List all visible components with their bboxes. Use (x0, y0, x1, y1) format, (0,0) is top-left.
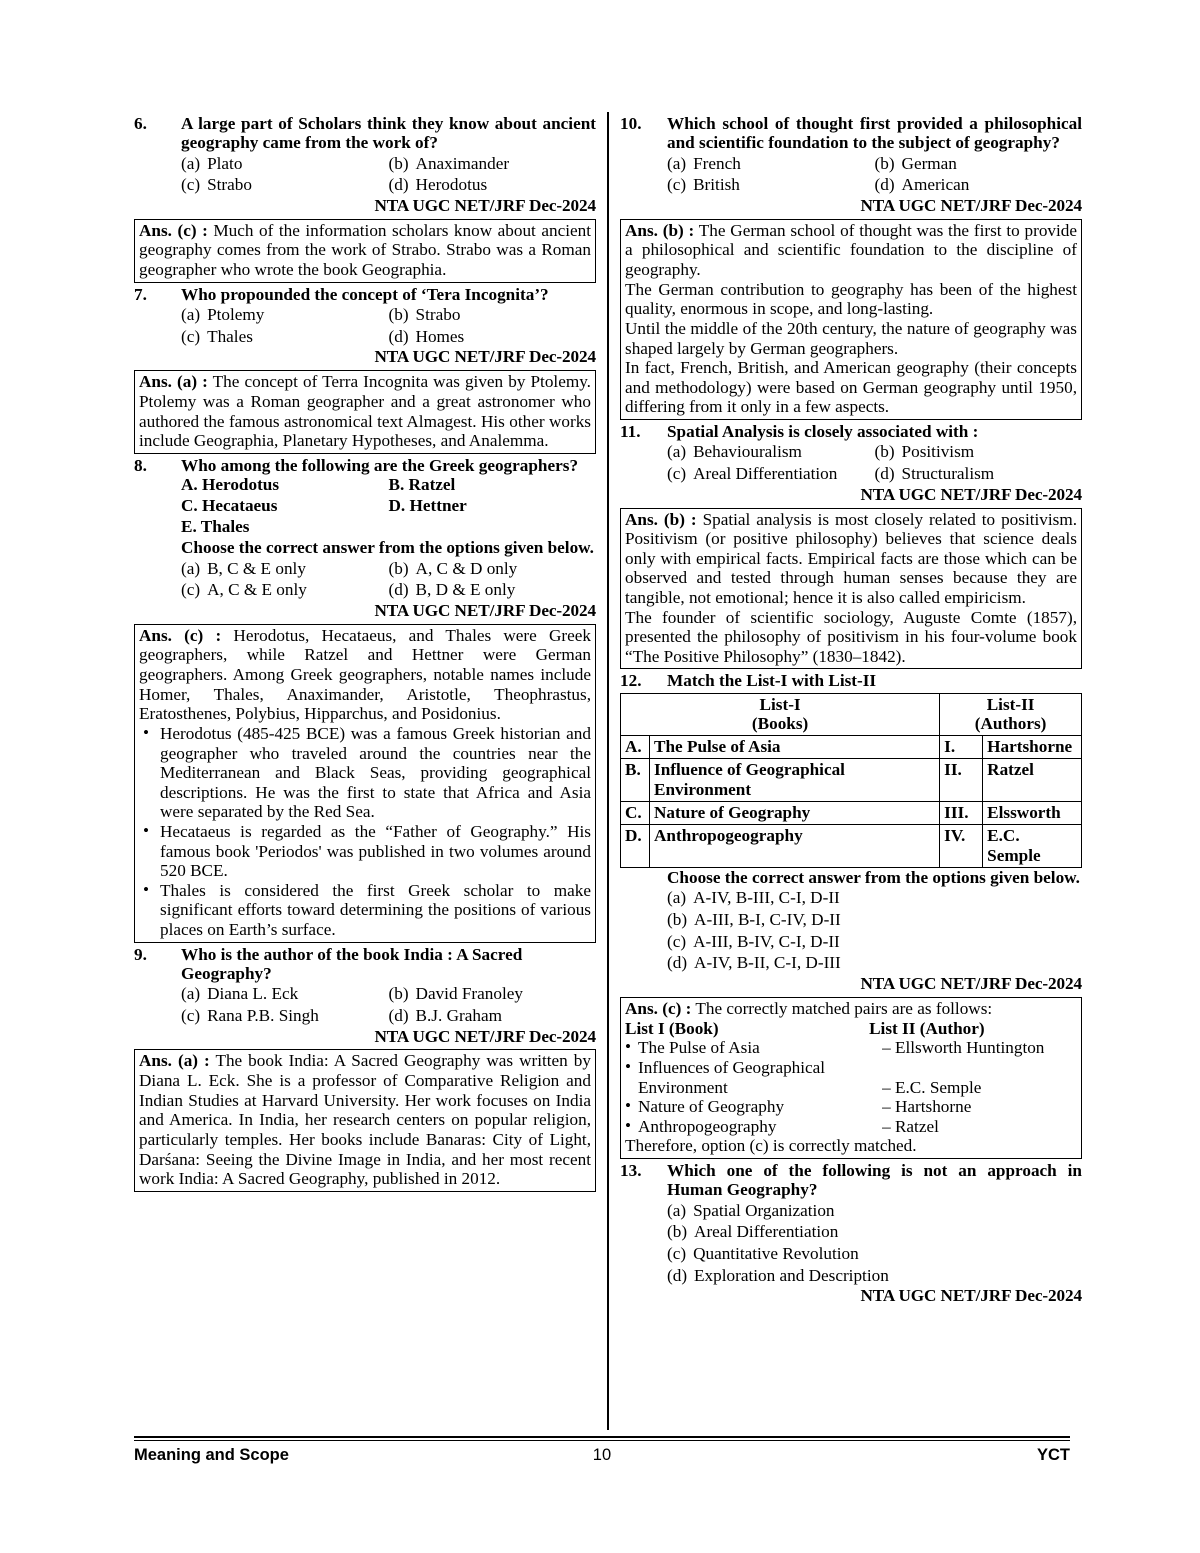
option-a[interactable] (181, 153, 389, 175)
answer-box-11 (620, 508, 1082, 670)
option-a-label: (a) (667, 1200, 687, 1220)
pair-list-header (625, 1019, 1077, 1039)
option-c-value: Strabo (207, 175, 252, 195)
option-b[interactable] (389, 983, 597, 1005)
option-a-value: Ptolemy (207, 304, 265, 324)
option-a-value: A-IV, B-III, C-I, D-II (693, 888, 840, 908)
pair-header-book: List I (Book) (625, 1018, 719, 1038)
page-footer (134, 1441, 1070, 1465)
question-7-options (181, 304, 596, 347)
option-d[interactable] (389, 1005, 597, 1027)
subitem-e: E. Thales (181, 516, 250, 536)
option-c-label: (c) (667, 463, 687, 483)
question-6 (134, 114, 596, 153)
option-c-value: A, C & E only (207, 580, 307, 600)
option-c-value: Areal Differentiation (693, 463, 838, 483)
question-11-options (667, 441, 1082, 484)
option-a-label: (a) (181, 153, 201, 173)
answer-box-10 (620, 219, 1082, 420)
question-12-source: NTA UGC NET/JRF Dec-2024 (860, 974, 1082, 994)
list-ii-subtitle: (Authors) (974, 713, 1047, 733)
answer-box-8 (134, 624, 596, 943)
option-b[interactable] (389, 558, 597, 580)
option-b-value: Strabo (415, 304, 461, 324)
row-book: The Pulse of Asia (650, 736, 940, 759)
list-ii-header (940, 693, 1082, 736)
match-table (620, 693, 1082, 868)
option-a-value: B, C & E only (207, 558, 306, 578)
option-d-value: Structuralism (901, 463, 995, 483)
option-b-label: (b) (388, 558, 409, 578)
question-12-options (667, 887, 1082, 974)
option-a-label: (a) (181, 984, 201, 1004)
pair-author-empty (882, 1058, 1077, 1078)
row-author: E.C. Semple (983, 825, 1082, 868)
question-8-text: Who among the following are the Greek geographers? (181, 455, 579, 475)
pair-author: – Ellsworth Huntington (882, 1038, 1045, 1058)
footer-chapter-title: Meaning and Scope (134, 1446, 289, 1464)
pair-author: – Ratzel (882, 1116, 939, 1136)
question-7 (134, 285, 596, 304)
row-key-left: D. (621, 825, 650, 868)
question-8-instruction: Choose the correct answer from the options given below. (181, 537, 594, 557)
pair-row (625, 1038, 1077, 1058)
question-8 (134, 456, 596, 475)
option-b-value: David Franoley (415, 984, 523, 1004)
row-key-right: II. (940, 759, 983, 802)
option-c[interactable] (667, 174, 875, 196)
answer-box-12 (620, 997, 1082, 1159)
question-11-source: NTA UGC NET/JRF Dec-2024 (860, 484, 1082, 504)
pair-author: – E.C. Semple (882, 1077, 982, 1097)
answer-9-text: The book India: A Sacred Geography was written by Diana L. Eck. She is a professor of Comparative Religion and Indian Studies at Harvard University. Her work focuses on India and America. In India, her research centers on popular religion, particularly temples. Her books include Banaras: City of Light, Darśana: Seeing the Divine Image in India, and her most recent work India: A Sacred Geography, published in 2012. (139, 1051, 591, 1189)
subitem-b: B. Ratzel (388, 474, 456, 494)
option-a-label: (a) (667, 888, 687, 908)
question-6-number: 6. (134, 114, 147, 133)
option-d-label: (d) (388, 580, 409, 600)
question-10 (620, 114, 1082, 153)
option-d-label: (d) (388, 326, 409, 346)
row-key-left: C. (621, 802, 650, 825)
answer-12-intro (625, 999, 1077, 1019)
question-8-options (181, 558, 596, 601)
option-b-label: (b) (388, 153, 409, 173)
list-i-title: List-I (759, 694, 801, 714)
option-b-value: Positivism (901, 442, 975, 462)
answer-12-label: Ans. (c) : (625, 999, 692, 1019)
option-a-label: (a) (181, 558, 201, 578)
option-b-label: (b) (874, 442, 895, 462)
question-7-number: 7. (134, 284, 147, 304)
option-a[interactable] (667, 887, 1082, 909)
answer-8-paragraph (139, 626, 591, 724)
question-12-text: Match the List-I with List-II (667, 671, 877, 691)
pair-book: • Anthropogeography (625, 1117, 882, 1137)
answer-box-7 (134, 370, 596, 453)
answer-7-paragraph (139, 372, 591, 450)
question-7-source: NTA UGC NET/JRF Dec-2024 (374, 347, 596, 367)
question-12 (620, 671, 1082, 690)
subitem-d: D. Hettner (388, 495, 467, 515)
option-d[interactable] (667, 952, 1082, 974)
option-a[interactable] (667, 153, 875, 175)
option-b[interactable] (389, 304, 597, 326)
answer-10-paragraph (625, 221, 1077, 280)
option-d-label: (d) (874, 175, 895, 195)
option-d-value: Herodotus (415, 175, 488, 195)
option-d[interactable] (389, 579, 597, 601)
option-a-label: (a) (667, 153, 687, 173)
row-book: Influence of Geographical Environment (650, 759, 940, 802)
option-b-label: (b) (388, 984, 409, 1004)
row-author: Hartshorne (983, 736, 1082, 759)
question-9-options (181, 983, 596, 1026)
answer-9-paragraph (139, 1051, 591, 1188)
option-c-value: Thales (207, 326, 253, 346)
option-b-value: A, C & D only (415, 558, 518, 578)
question-13 (620, 1161, 1082, 1200)
option-c-value: Quantitative Revolution (693, 1243, 859, 1263)
option-b[interactable] (875, 153, 1083, 175)
list-ii-title: List-II (986, 694, 1035, 714)
option-a[interactable] (181, 983, 389, 1005)
option-b-label: (b) (874, 153, 895, 173)
option-c-label: (c) (181, 1005, 201, 1025)
option-c-value: Rana P.B. Singh (207, 1005, 319, 1025)
question-13-number: 13. (620, 1160, 642, 1180)
subitem-a: A. Herodotus (181, 474, 280, 494)
option-a-value: Behaviouralism (693, 442, 802, 462)
two-column-layout (134, 112, 1082, 1430)
option-a[interactable] (181, 304, 389, 326)
question-9-text: Who is the author of the book India : A Sacred Geography? (181, 944, 523, 983)
option-c[interactable] (181, 579, 389, 601)
option-c-value: British (693, 175, 740, 195)
list-i-subtitle: (Books) (751, 713, 809, 733)
table-row (621, 825, 1082, 868)
question-10-number: 10. (620, 114, 642, 133)
pair-book: • Influences of Geographical (625, 1058, 882, 1078)
answer-6-paragraph (139, 221, 591, 280)
option-a[interactable] (667, 441, 875, 463)
option-b-value: Areal Differentiation (694, 1222, 839, 1242)
answer-8-text: Herodotus, Hecataeus, and Thales were Greek geographers, while Ratzel and Hettner were German geographers. Among Greek geographers, notable names include Homer, Thales, Anaximander, Aristotle, Theophrastus, Eratosthenes, Polybius, Hipparchus, and Posidonius. (139, 625, 591, 724)
question-8-subitems (181, 475, 596, 538)
option-c[interactable] (667, 463, 875, 485)
option-d-label: (d) (388, 175, 409, 195)
pair-book: • The Pulse of Asia (625, 1038, 882, 1058)
list-i-header (621, 693, 940, 736)
column-divider (602, 112, 614, 1430)
answer-12-conclusion: Therefore, option (c) is correctly matched. (625, 1136, 917, 1156)
option-d[interactable] (875, 174, 1083, 196)
option-b-value: German (901, 153, 957, 173)
option-c-label: (c) (667, 931, 687, 951)
answer-8-bullet-list (139, 724, 591, 940)
question-6-text: A large part of Scholars think they know about ancient geography came from the work of? (181, 114, 596, 153)
answer-11-label: Ans. (b) : (625, 509, 697, 529)
row-key-right: III. (940, 802, 983, 825)
option-b-label: (b) (388, 304, 409, 324)
footer-publisher: YCT (1037, 1446, 1070, 1464)
question-13-source: NTA UGC NET/JRF Dec-2024 (860, 1286, 1082, 1306)
row-key-left: B. (621, 759, 650, 802)
option-a-value: French (693, 153, 741, 173)
option-b-label: (b) (667, 910, 688, 930)
answer-10-label: Ans. (b) : (625, 220, 695, 240)
option-b-label: (b) (667, 1222, 688, 1242)
question-8-number: 8. (134, 455, 147, 475)
option-c[interactable] (181, 326, 389, 348)
row-author: Elssworth (983, 802, 1082, 825)
option-a[interactable] (181, 558, 389, 580)
answer-7-label: Ans. (a) : (139, 372, 208, 392)
option-d-value: Exploration and Description (694, 1265, 889, 1285)
option-d-label: (d) (874, 463, 895, 483)
option-d-label: (d) (667, 1265, 688, 1285)
question-10-source: NTA UGC NET/JRF Dec-2024 (860, 195, 1082, 215)
answer-box-9 (134, 1049, 596, 1191)
pair-row (625, 1097, 1077, 1117)
question-13-text: Which one of the following is not an approach in Human Geography? (667, 1160, 1082, 1200)
left-column (134, 112, 602, 1193)
question-10-text: Which school of thought first provided a philosophical and scientific foundation to the subject of geography? (667, 114, 1082, 153)
option-d-value: American (901, 175, 970, 195)
option-d[interactable] (389, 326, 597, 348)
answer-10-paragraph: In fact, French, British, and American geography (their concepts and methodology) were based on German geography until 1950, differing from it only in a few aspects. (625, 358, 1077, 417)
option-b[interactable] (389, 153, 597, 175)
pair-row (625, 1117, 1077, 1137)
answer-12-intro-text: The correctly matched pairs are as follows: (691, 999, 993, 1019)
table-row (621, 736, 1082, 759)
pair-row (625, 1058, 1077, 1078)
option-d-value: Homes (415, 326, 465, 346)
option-a[interactable] (667, 1200, 1082, 1222)
answer-10-paragraph: Until the middle of the 20th century, the nature of geography was shaped largely by German geographers. (625, 318, 1077, 358)
option-b[interactable] (667, 909, 1082, 931)
answer-10-text: The German school of thought was the first to provide a philosophical and scientific foundation to the discipline of geography. (625, 220, 1077, 280)
table-header-row (621, 693, 1082, 736)
option-a-label: (a) (181, 304, 201, 324)
question-7-text: Who propounded the concept of ‘Tera Incognita’? (181, 284, 549, 304)
question-12-instruction: Choose the correct answer from the options given below. (667, 867, 1080, 887)
table-row (621, 802, 1082, 825)
option-b[interactable] (875, 441, 1083, 463)
table-row (621, 759, 1082, 802)
option-c[interactable] (667, 931, 1082, 953)
pair-author: – Hartshorne (882, 1097, 972, 1117)
pair-header-author: List II (Author) (869, 1018, 985, 1038)
option-d-label: (d) (667, 953, 688, 973)
row-key-right: IV. (940, 825, 983, 868)
option-d-value: A-IV, B-II, C-I, D-III (694, 953, 841, 973)
option-b[interactable] (667, 1221, 1082, 1243)
option-d[interactable] (875, 463, 1083, 485)
pair-book-continued: Environment (638, 1077, 728, 1097)
row-book: Anthropogeography (650, 825, 940, 868)
answer-9-label: Ans. (a) : (139, 1051, 210, 1071)
question-11 (620, 422, 1082, 441)
option-a-label: (a) (667, 442, 687, 462)
option-d-value: B.J. Graham (415, 1005, 502, 1025)
option-d-label: (d) (388, 1005, 409, 1025)
option-c-label: (c) (667, 175, 687, 195)
answer-8-bullet: • Hecataeus is regarded as the “Father of Geography.” His famous book 'Periodos' was published in two volumes around 520 BCE. (139, 822, 591, 881)
pair-row-continuation (625, 1078, 1077, 1098)
answer-8-bullet: • Herodotus (485-425 BCE) was a famous Greek historian and geographer who traveled around the countries near the Mediterranean and Black Seas, providing geographical descriptions. He was the first to state that Africa and Asia were separated by the Red Sea. (139, 724, 591, 822)
answer-box-6 (134, 219, 596, 283)
question-9-number: 9. (134, 944, 147, 964)
option-c-label: (c) (667, 1243, 687, 1263)
option-c-label: (c) (181, 326, 201, 346)
answer-10-paragraph: The German contribution to geography has been of the highest quality, enormous in scope, and long-lasting. (625, 279, 1077, 319)
option-a-value: Spatial Organization (693, 1200, 835, 1220)
option-c-label: (c) (181, 580, 201, 600)
answer-6-text: Much of the information scholars know about ancient geography comes from the work of Strabo. Strabo was a Roman geographer who wrote the book Geographia. (139, 220, 591, 280)
option-b-value: A-III, B-I, C-IV, D-II (694, 910, 841, 930)
question-9 (134, 945, 596, 984)
question-10-options (667, 153, 1082, 196)
answer-7-text: The concept of Terra Incognita was given by Ptolemy. Ptolemy was a Roman geographer and a great astronomer who authored the famous astronomical text Almagest. His other works include Geographia, Planetary Hypotheses, and Analemma. (139, 372, 591, 451)
question-13-options (667, 1200, 1082, 1287)
option-c-label: (c) (181, 175, 201, 195)
row-key-left: A. (621, 736, 650, 759)
option-c[interactable] (181, 1005, 389, 1027)
answer-11-paragraph (625, 510, 1077, 608)
footer-page-number: 10 (592, 1446, 612, 1464)
option-c-value: A-III, B-IV, C-I, D-II (693, 931, 840, 951)
row-author: Ratzel (983, 759, 1082, 802)
row-key-right: I. (940, 736, 983, 759)
right-column (614, 112, 1082, 1307)
answer-11-text: Spatial analysis is most closely related to positivism. Positivism (or positive philosophy) believes that science deals only with empirical facts. Empirical facts are those which can be observed and tested through human senses because they are tangible, not emotional; hence it is also called empiricism. (625, 509, 1078, 607)
option-c[interactable] (667, 1243, 1082, 1265)
answer-8-label: Ans. (c) : (139, 625, 222, 645)
answer-8-bullet: • Thales is considered the first Greek scholar to make significant efforts toward determining the positions of various places on Earth’s surface. (139, 881, 591, 940)
option-a-value: Diana L. Eck (207, 984, 299, 1004)
question-11-number: 11. (620, 421, 641, 441)
question-6-source: NTA UGC NET/JRF Dec-2024 (374, 195, 596, 215)
option-c[interactable] (181, 174, 389, 196)
option-d-value: B, D & E only (415, 580, 516, 600)
option-d[interactable] (667, 1265, 1082, 1287)
row-book: Nature of Geography (650, 802, 940, 825)
answer-11-paragraph: The founder of scientific sociology, Auguste Comte (1857), presented the philosophy of positivism in his four-volume book “The Positive Philosophy” (1830–1842). (625, 607, 1077, 666)
question-9-source: NTA UGC NET/JRF Dec-2024 (374, 1026, 596, 1046)
option-a-value: Plato (207, 153, 243, 173)
option-d[interactable] (389, 174, 597, 196)
question-6-options (181, 153, 596, 196)
pair-book: • Nature of Geography (625, 1097, 882, 1117)
page-content (134, 112, 1082, 1492)
question-8-source: NTA UGC NET/JRF Dec-2024 (374, 600, 596, 620)
question-12-number: 12. (620, 671, 642, 691)
question-11-text: Spatial Analysis is closely associated with : (667, 421, 979, 441)
answer-6-label: Ans. (c) : (139, 220, 208, 240)
subitem-c: C. Hecataeus (181, 495, 278, 515)
option-b-value: Anaximander (415, 153, 510, 173)
